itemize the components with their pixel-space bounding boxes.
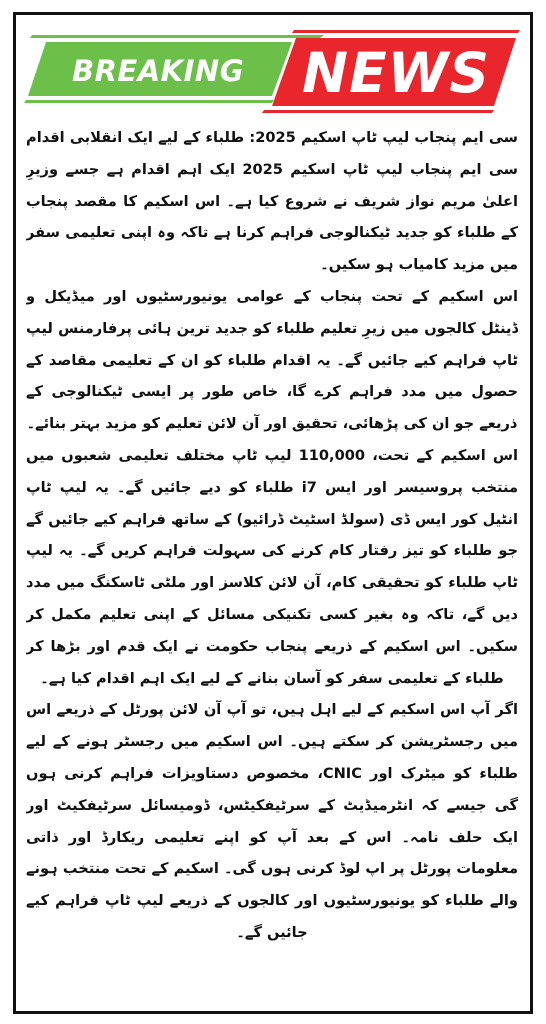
banner-graphic bbox=[24, 20, 524, 120]
banner-red-stripe-bottom bbox=[262, 110, 494, 113]
banner-green-stripe-top bbox=[30, 35, 324, 38]
banner-red-stripe-top bbox=[292, 30, 520, 33]
banner-right-label: NEWS bbox=[302, 41, 490, 105]
article-paragraph-4: اگر آپ اس اسکیم کے لیے اہل ہیں، تو آپ آن لائن پورٹل کے ذریعے اس میں رجسٹریشن کر سکتے ہیں۔ اس اسکیم میں رجسٹر ہونے کے لیے طلباء کو میٹرک اور CNIC، مخصوص دستاویزات فراہم کرنی ہوں گی جیسے کہ انٹرمیڈیٹ کے سرٹیفکیٹس، ڈومیسائل سرٹیفکیٹ اور ایک حلف نامہ۔ اس کے بعد آپ کو اپنے تعلیمی ریکارڈ اور ذاتی معلومات پورٹل پر اپ لوڈ کرنی ہوں گی۔ اسکیم کے تحت منتخب ہونے والے طلباء کو یونیورسٹیوں اور کالجوں کے ذریعے لیپ ٹاپ فراہم کیے جائیں گے۔ bbox=[26, 701, 518, 941]
article-body bbox=[26, 122, 518, 1002]
article-paragraph-2: اس اسکیم کے تحت پنجاب کے عوامی یونیورسٹیوں اور میڈیکل و ڈینٹل کالجوں میں زیرِ تعلیم طلباء کو جدید ترین ہائی پرفارمنس لیپ ٹاپ فراہم کیے جائیں گے۔ یہ اقدام طلباء کو ان کے تعلیمی مقاصد کے حصول میں مدد فراہم کرے گا، خاص طور پر ایسی ٹیکنالوجی کے ذریعے جو ان کی پڑھائی، تحقیق اور آن لائن تعلیم کو مزید بہتر بنائے۔ bbox=[26, 287, 518, 433]
banner-green-stripe-bottom bbox=[24, 100, 274, 103]
article-paragraph-1: سی ایم پنجاب لیپ ٹاپ اسکیم 2025: طلباء کے لیے ایک انقلابی اقدام سی ایم پنجاب لیپ ٹاپ اسکیم 2025 ایک اہم اقدام ہے جسے وزیرِ اعلیٰ مریم نواز شریف نے شروع کیا ہے۔ اس اسکیم کا مقصد پنجاب کے طلباء کو جدید ٹیکنالوجی فراہم کرنا ہے تاکہ وہ اپنی تعلیمی سفر میں مزید کامیاب ہو سکیں۔ bbox=[26, 129, 518, 274]
banner-left-label: BREAKING bbox=[71, 54, 245, 88]
breaking-news-banner bbox=[24, 20, 524, 120]
article-paragraph-3: اس اسکیم کے تحت، 110,000 لیپ ٹاپ مختلف تعلیمی شعبوں میں منتخب پروسیسر اور ایس i7 طلباء کو دیے جائیں گے۔ یہ لیپ ٹاپ انٹیل کور ایس ڈی (سولڈ اسٹیٹ ڈرائیو) کے ساتھ فراہم کیے جائیں گے جو طلباء کو تیز رفتار کام کرنے کی سہولت فراہم کریں گے۔ یہ لیپ ٹاپ طلباء کو تحقیقی کام، آن لائن کلاسز اور ملٹی ٹاسکنگ میں مدد دیں گے، تاکہ وہ بغیر کسی تکنیکی مسائل کے اپنی تعلیم مکمل کر سکیں۔ اس اسکیم کے ذریعے پنجاب حکومت نے ایک قدم اور بڑھا کر طلباء کے تعلیمی سفر کو آسان بنانے کے لیے ایک اہم اقدام کیا ہے۔ bbox=[26, 446, 518, 687]
